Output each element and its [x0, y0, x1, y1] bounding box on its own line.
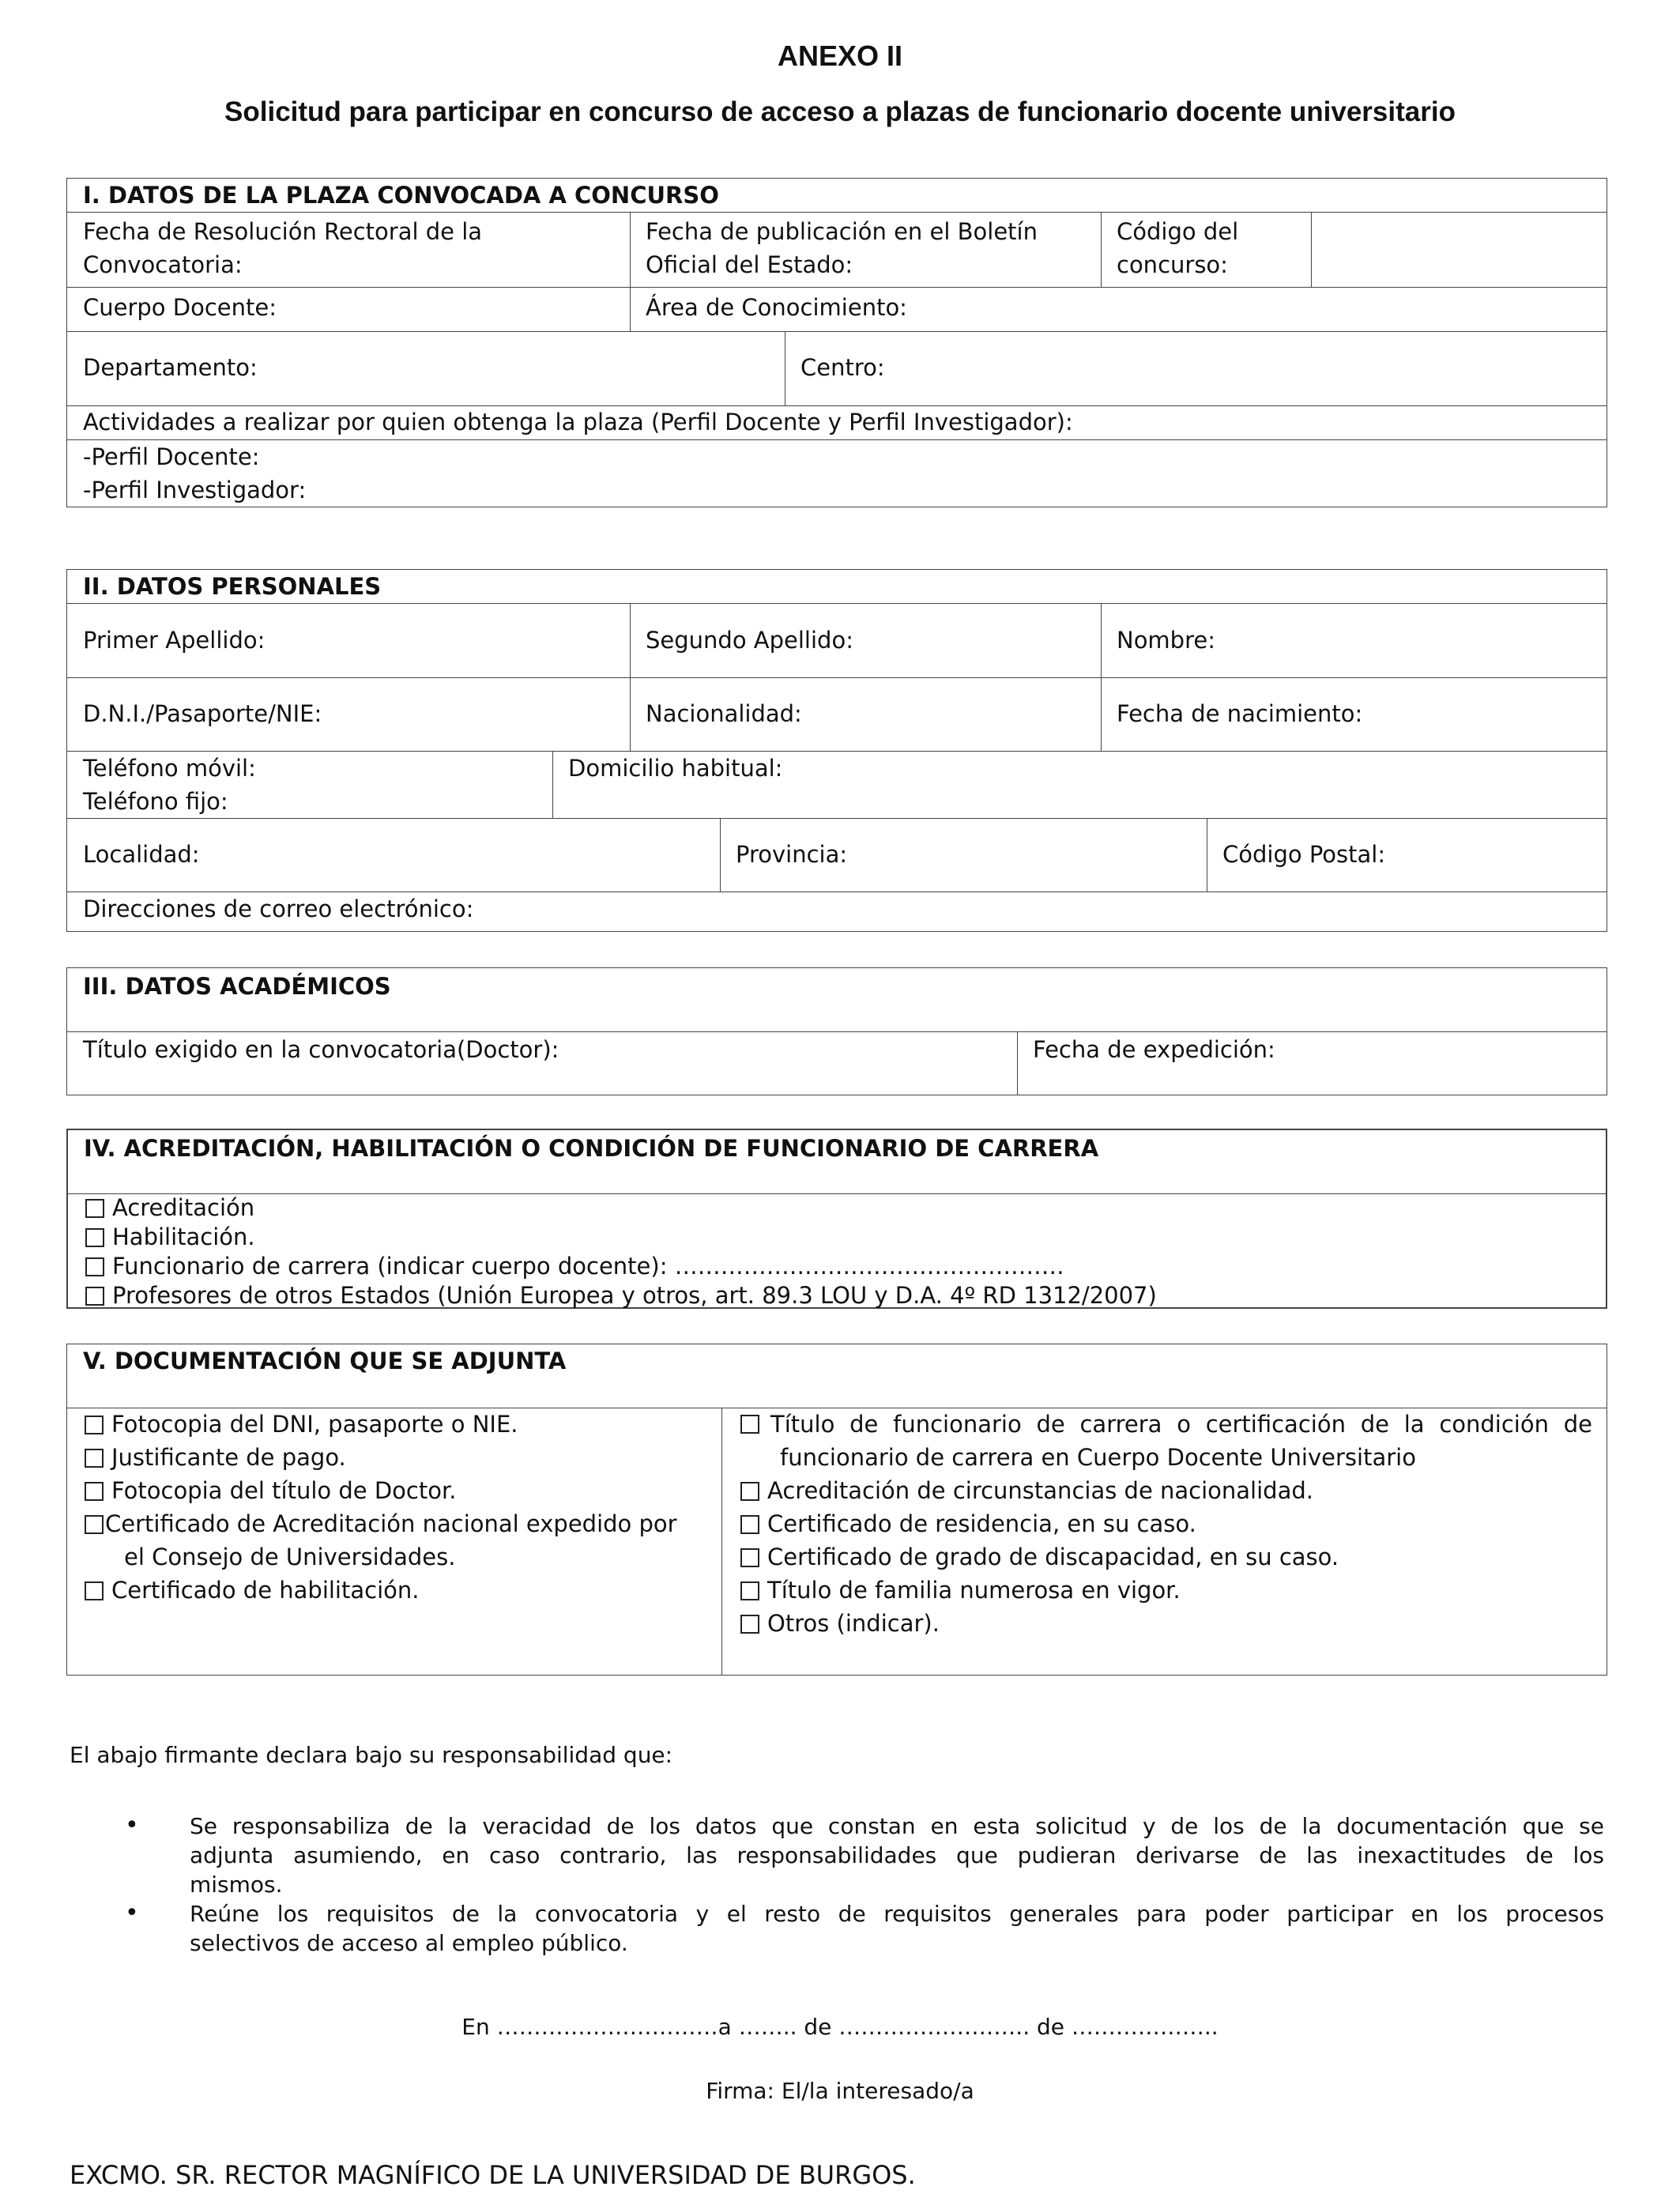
checkbox[interactable]: [85, 1257, 104, 1276]
section-title: I. DATOS DE LA PLAZA CONVOCADA A CONCURSO: [83, 182, 719, 209]
telefonos-label: Teléfono móvil: Teléfono fijo:: [83, 755, 256, 815]
checkbox[interactable]: [740, 1482, 759, 1501]
primer-apellido-label: Primer Apellido:: [83, 627, 266, 654]
declaration-line: selectivos de acceso al empleo público.: [190, 1930, 628, 1956]
codigo-concurso-field[interactable]: [1313, 213, 1605, 286]
declaration-line: adjunta asumiendo, en caso contrario, las responsabilidades que pudieran derivarse de las inexactitudes de los: [190, 1842, 1604, 1868]
annex-title: ANEXO II: [777, 40, 903, 72]
doc-titulo-funcionario[interactable]: Título de funcionario de carrera o certificación de la condición de: [740, 1408, 1592, 1441]
perfil-investigador-label: -Perfil Investigador:: [83, 477, 307, 503]
checkbox[interactable]: [85, 1199, 104, 1218]
section-title: V. DOCUMENTACIÓN QUE SE ADJUNTA: [83, 1348, 567, 1374]
doc-acreditacion-nacional-cont: el Consejo de Universidades.: [124, 1544, 456, 1570]
checkbox[interactable]: [740, 1415, 759, 1434]
doc-justificante[interactable]: Justificante de pago.: [85, 1441, 346, 1474]
checkbox[interactable]: [740, 1581, 759, 1600]
checkbox[interactable]: [740, 1515, 759, 1534]
doc-titulo-funcionario-cont: funcionario de carrera en Cuerpo Docente Universitario: [780, 1444, 1416, 1471]
nacionalidad-label: Nacionalidad:: [646, 700, 802, 727]
option-habilitacion[interactable]: Habilitación.: [85, 1223, 255, 1252]
checkbox[interactable]: [740, 1615, 759, 1634]
option-acreditacion[interactable]: Acreditación: [85, 1193, 254, 1223]
fecha-boe-label: Fecha de publicación en el Boletín Oficial del Estado:: [646, 218, 1038, 278]
correo-label: Direcciones de correo electrónico:: [83, 895, 474, 922]
declaration-line: Se responsabiliza de la veracidad de los datos que constan en esta solicitud y de los de la documentación que se: [190, 1813, 1604, 1839]
bullet-icon: •: [125, 1811, 139, 1839]
doc-titulo-doctor[interactable]: Fotocopia del título de Doctor.: [85, 1474, 456, 1507]
fecha-expedicion-label: Fecha de expedición:: [1033, 1036, 1275, 1063]
doc-familia-numerosa[interactable]: Título de familia numerosa en vigor.: [740, 1574, 1181, 1607]
checkbox[interactable]: [85, 1228, 104, 1247]
provincia-label: Provincia:: [736, 841, 848, 868]
doc-otros[interactable]: Otros (indicar).: [740, 1607, 940, 1640]
place-date-line[interactable]: En …………………………a …….. de …………………….. de ………………..: [461, 2014, 1219, 2040]
bullet-icon: •: [125, 1899, 139, 1927]
departamento-label: Departamento:: [83, 354, 258, 381]
section-title: III. DATOS ACADÉMICOS: [83, 973, 391, 1000]
area-conocimiento-label: Área de Conocimiento:: [646, 294, 907, 321]
codigo-postal-label: Código Postal:: [1222, 841, 1386, 868]
nombre-label: Nombre:: [1117, 627, 1215, 654]
declaration-line: mismos.: [190, 1872, 283, 1898]
section-title: II. DATOS PERSONALES: [83, 573, 382, 600]
titulo-doctor-label: Título exigido en la convocatoria(Doctor):: [83, 1036, 559, 1063]
codigo-concurso-label: Código del concurso:: [1117, 218, 1239, 278]
checkbox[interactable]: [85, 1482, 104, 1501]
addressee: EXCMO. SR. RECTOR MAGNÍFICO DE LA UNIVERSIDAD DE BURGOS.: [70, 2160, 916, 2190]
declaration-intro: El abajo firmante declara bajo su responsabilidad que:: [70, 1742, 673, 1768]
section-documentacion: [66, 1344, 1607, 1676]
doc-habilitacion[interactable]: Certificado de habilitación.: [85, 1574, 419, 1607]
domicilio-label: Domicilio habitual:: [568, 755, 783, 782]
section-academicos: [66, 967, 1607, 1095]
form-subtitle: Solicitud para participar en concurso de acceso a plazas de funcionario docente universitario: [224, 96, 1456, 127]
fecha-nacimiento-label: Fecha de nacimiento:: [1117, 700, 1363, 727]
doc-dni[interactable]: Fotocopia del DNI, pasaporte o NIE.: [85, 1408, 518, 1441]
doc-acreditacion-nacional[interactable]: Certificado de Acreditación nacional expedido por: [85, 1507, 677, 1540]
declaration-line: Reúne los requisitos de la convocatoria y el resto de requisitos generales para poder participar en los procesos: [190, 1901, 1604, 1927]
centro-label: Centro:: [800, 354, 885, 381]
section-title: IV. ACREDITACIÓN, HABILITACIÓN O CONDICIÓN DE FUNCIONARIO DE CARRERA: [84, 1135, 1099, 1162]
option-funcionario-carrera[interactable]: Funcionario de carrera (indicar cuerpo docente): ……………………………………………: [85, 1252, 1064, 1281]
section-personal: [66, 569, 1607, 932]
actividades-label: Actividades a realizar por quien obtenga la plaza (Perfil Docente y Perfil Investigador):: [83, 409, 1073, 435]
checkbox[interactable]: [85, 1416, 104, 1434]
checkbox[interactable]: [85, 1515, 104, 1534]
section-acreditacion: [66, 1129, 1607, 1309]
fecha-resolucion-label: Fecha de Resolución Rectoral de la Convocatoria:: [83, 218, 483, 278]
doc-discapacidad[interactable]: Certificado de grado de discapacidad, en su caso.: [740, 1540, 1339, 1574]
checkbox[interactable]: [740, 1548, 759, 1567]
doc-nacionalidad[interactable]: Acreditación de circunstancias de nacionalidad.: [740, 1474, 1313, 1507]
dni-label: D.N.I./Pasaporte/NIE:: [83, 700, 322, 727]
option-otros-estados[interactable]: Profesores de otros Estados (Unión Europea y otros, art. 89.3 LOU y D.A. 4º RD 1312/2007): [85, 1281, 1157, 1310]
signature-label: Firma: El/la interesado/a: [706, 2078, 974, 2104]
localidad-label: Localidad:: [83, 841, 200, 868]
segundo-apellido-label: Segundo Apellido:: [646, 627, 853, 654]
checkbox[interactable]: [85, 1581, 104, 1600]
section-plaza: [66, 178, 1607, 507]
checkbox[interactable]: [85, 1287, 104, 1306]
doc-residencia[interactable]: Certificado de residencia, en su caso.: [740, 1507, 1196, 1540]
checkbox[interactable]: [85, 1449, 104, 1468]
perfil-docente-label: -Perfil Docente:: [83, 443, 260, 470]
cuerpo-docente-label: Cuerpo Docente:: [83, 294, 277, 321]
